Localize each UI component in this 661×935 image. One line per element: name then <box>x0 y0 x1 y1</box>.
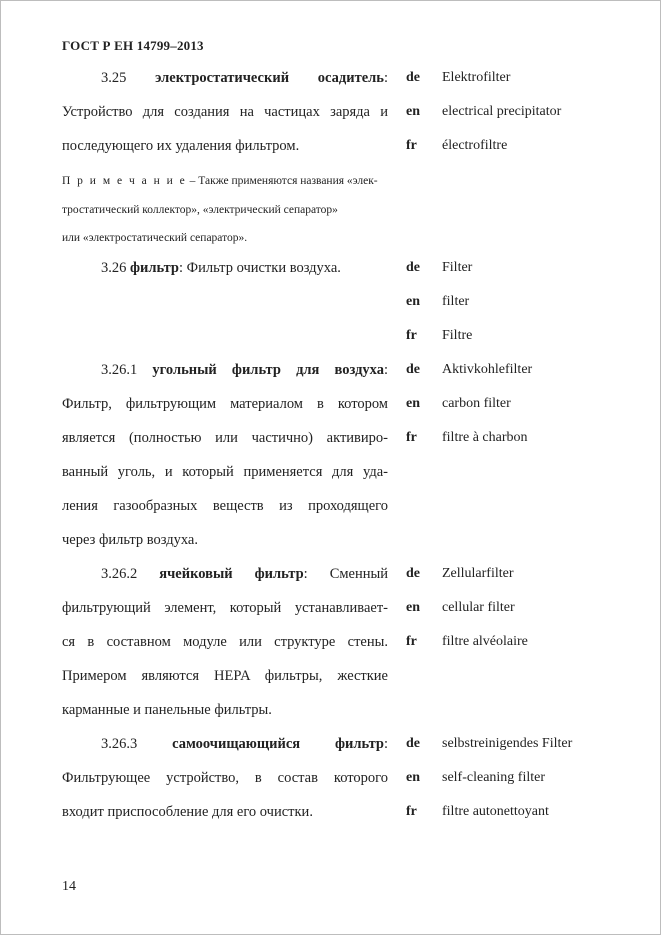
lang-code-fr: fr <box>406 634 417 649</box>
entry-3-26-1-heading <box>62 360 388 380</box>
entry-3-26-2-definition-line: ся в составном модуле или структуре стены. <box>62 634 388 650</box>
entry-3-25-heading <box>62 68 388 88</box>
lang-code-de: de <box>406 260 420 275</box>
lang-code-fr: fr <box>406 430 417 445</box>
entry-3-26-2-heading <box>62 564 388 584</box>
entry-3-26-2-definition-line: Примером являются HEPA фильтры, жесткие <box>62 668 388 684</box>
lang-code-fr: fr <box>406 328 417 343</box>
term-fr: filtre autonettoyant <box>442 804 549 819</box>
lang-code-de: de <box>406 736 420 751</box>
entry-3-25-note-line <box>62 171 388 191</box>
term-fr: Filtre <box>442 328 473 343</box>
term-en: carbon filter <box>442 396 511 411</box>
term-de: Elektrofilter <box>442 70 511 85</box>
entry-3-26-1-definition-line: Фильтр, фильтрующим материалом в котором <box>62 396 388 412</box>
entry-3-25-note-line: или «электростатический сепаратор». <box>62 232 248 244</box>
lang-code-en: en <box>406 770 420 785</box>
entry-number: 3.25 <box>101 70 127 86</box>
entry-definition: : Сменный <box>303 566 388 582</box>
lang-code-en: en <box>406 600 420 615</box>
lang-code-de: de <box>406 70 420 85</box>
entry-3-26-3-definition-line: входит приспособление для его очистки. <box>62 804 313 820</box>
lang-code-en: en <box>406 104 420 119</box>
term-en: self-cleaning filter <box>442 770 546 785</box>
lang-code-en: en <box>406 294 420 309</box>
entry-term: угольный фильтр для воздуха <box>152 362 384 378</box>
term-de: Aktivkohlefilter <box>442 362 533 377</box>
entry-number: 3.26 <box>101 260 127 276</box>
entry-3-26-2-definition-line: фильтрующий элемент, который устанавливает- <box>62 600 388 616</box>
lang-code-de: de <box>406 566 420 581</box>
lang-code-fr: fr <box>406 138 417 153</box>
entry-3-26-2-definition-line: карманные и панельные фильтры. <box>62 702 272 718</box>
entry-term: фильтр <box>130 260 180 276</box>
entry-number: 3.26.3 <box>101 736 138 752</box>
entry-term: электростатический осадитель <box>155 70 384 86</box>
term-en: filter <box>442 294 470 309</box>
entry-3-26-1-definition-line: ванный уголь, и который применяется для уда- <box>62 464 388 480</box>
document-header: ГОСТ Р ЕН 14799–2013 <box>62 38 204 53</box>
entry-3-26-1-definition-line: через фильтр воздуха. <box>62 532 198 548</box>
term-fr: filtre alvéolaire <box>442 634 528 649</box>
note-label: П р и м е ч а н и е <box>62 175 187 187</box>
entry-3-26-1-definition-line: ления газообразных веществ из проходящего <box>62 498 388 514</box>
term-de: selbstreinigendes Filter <box>442 736 573 751</box>
entry-3-26-1-definition-line: является (полностью или частично) активиро- <box>62 430 388 446</box>
term-fr: filtre à charbon <box>442 430 528 445</box>
entry-3-25-definition-line: последующего их удаления фильтром. <box>62 138 300 154</box>
page-number: 14 <box>62 879 76 894</box>
note-text: – Также применяются названия «элек- <box>186 175 378 187</box>
term-fr: électrofiltre <box>442 138 508 153</box>
colon: : <box>383 70 388 86</box>
term-en: cellular filter <box>442 600 515 615</box>
entry-number: 3.26.2 <box>101 566 138 582</box>
entry-definition: : Фильтр очистки воздуха. <box>179 260 341 276</box>
term-de: Filter <box>442 260 473 275</box>
lang-code-en: en <box>406 396 420 411</box>
term-en: electrical precipitator <box>442 104 562 119</box>
entry-3-26-3-definition-line: Фильтрующее устройство, в состав которого <box>62 770 388 786</box>
entry-number: 3.26.1 <box>101 362 138 378</box>
term-de: Zellularfilter <box>442 566 514 581</box>
colon: : <box>383 362 389 378</box>
lang-code-fr: fr <box>406 804 417 819</box>
lang-code-de: de <box>406 362 420 377</box>
entry-3-26-3-heading <box>62 734 388 754</box>
entry-3-25-definition-line: Устройство для создания на частицах заряда и <box>62 104 388 120</box>
entry-term: ячейковый фильтр <box>159 566 304 582</box>
colon: : <box>383 736 389 752</box>
entry-3-26-heading <box>62 258 388 278</box>
entry-term: самоочищающийся фильтр <box>172 736 384 752</box>
entry-3-25-note-line: тростатический коллектор», «электрический сепаратор» <box>62 204 338 216</box>
